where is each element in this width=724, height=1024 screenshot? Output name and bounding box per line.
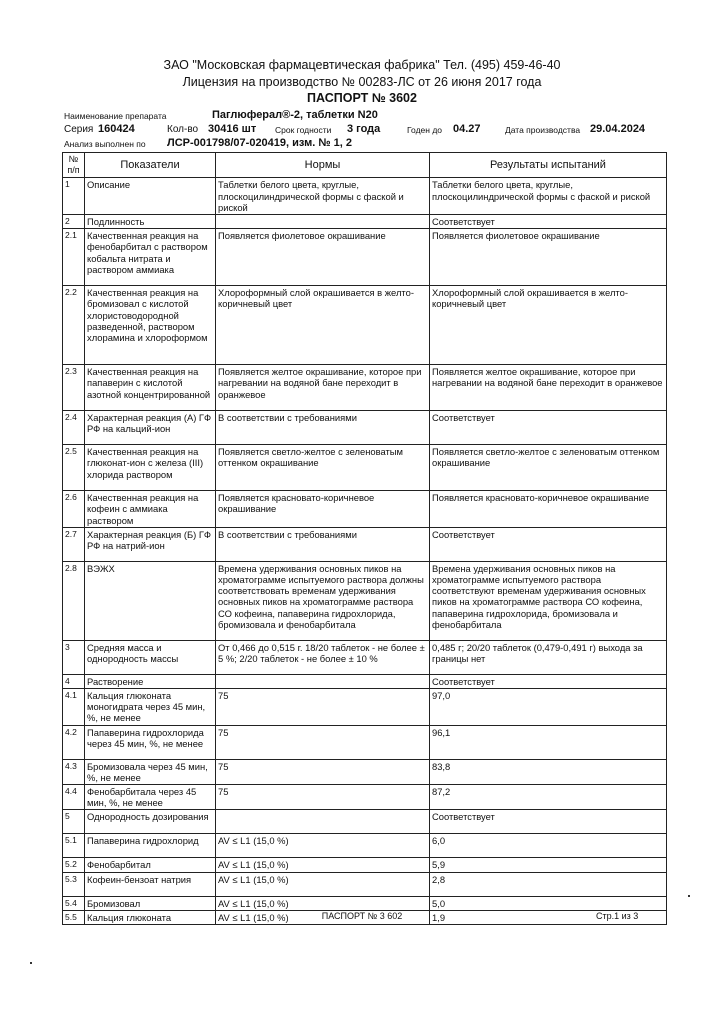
- table-row: [63, 365, 667, 411]
- drug-name-label: Наименование препарата: [64, 111, 167, 121]
- row-number: 5.2: [63, 858, 85, 872]
- row-norm: В соответствии с требованиями: [216, 411, 430, 445]
- page-title: ПАСПОРТ № 3602: [307, 91, 417, 105]
- quantity-value: 30416 шт: [208, 123, 257, 135]
- row-number: 5.1: [63, 834, 85, 858]
- row-result: Появляется желтое окрашивание, которое при нагревании на водяной бане переходит в оранжевое: [430, 365, 667, 411]
- passport-table: [62, 152, 667, 925]
- row-norm: Времена удерживания основных пиков на хроматограмме испытуемого раствора должны соответствовать временам удерживания основных пиков на хроматограмме раствора СО кофеина, папаверина гидрохлорида, бромизовала и фенобарбитала: [216, 561, 430, 640]
- row-result: 5,0: [430, 896, 667, 910]
- row-result: 87,2: [430, 785, 667, 810]
- row-indicator: Папаверина гидрохлорид: [85, 834, 216, 858]
- row-number: 5: [63, 810, 85, 834]
- row-number: 2.2: [63, 286, 85, 365]
- row-number: 2.8: [63, 561, 85, 640]
- row-result: 96,1: [430, 725, 667, 759]
- row-result: 97,0: [430, 689, 667, 726]
- row-number: 4.2: [63, 725, 85, 759]
- row-norm: Таблетки белого цвета, круглые, плоскоцилиндрической формы с фаской и риской: [216, 178, 430, 215]
- row-result: Соответствует: [430, 527, 667, 561]
- row-result: Соответствует: [430, 411, 667, 445]
- row-norm: AV ≤ L1 (15,0 %): [216, 858, 430, 872]
- row-indicator: Качественная реакция на бромизовал с кислотой хлористоводородной разведенной, раствором хлорамина и хлороформом: [85, 286, 216, 365]
- row-indicator: Средняя масса и однородность массы: [85, 640, 216, 674]
- analysis-value: ЛСР-001798/07-020419, изм. № 1, 2: [167, 137, 353, 149]
- row-norm: 75: [216, 689, 430, 726]
- table-row: [63, 810, 667, 834]
- table-row: [63, 640, 667, 674]
- footer-page-number: Стр.1 из 3: [596, 911, 639, 921]
- scan-speck: [30, 962, 32, 964]
- row-result: 83,8: [430, 759, 667, 784]
- row-norm: 75: [216, 725, 430, 759]
- row-indicator: Характерная реакция (Б) ГФ РФ на натрий-ион: [85, 527, 216, 561]
- row-norm: AV ≤ L1 (15,0 %): [216, 896, 430, 910]
- table-row: [63, 725, 667, 759]
- row-number: 2: [63, 215, 85, 229]
- row-number: 2.4: [63, 411, 85, 445]
- row-number: 1: [63, 178, 85, 215]
- row-number: 2.3: [63, 365, 85, 411]
- scan-speck: [688, 895, 690, 897]
- table-row: [63, 527, 667, 561]
- row-number: 4.1: [63, 689, 85, 726]
- table-row: [63, 215, 667, 229]
- row-result: Хлороформный слой окрашивается в желто-коричневый цвет: [430, 286, 667, 365]
- row-norm: Появляется красновато-коричневое окрашивание: [216, 491, 430, 528]
- row-norm: AV ≤ L1 (15,0 %): [216, 872, 430, 896]
- table-row: [63, 858, 667, 872]
- row-number: 2.6: [63, 491, 85, 528]
- row-norm: [216, 810, 430, 834]
- row-indicator: Фенобарбитала через 45 мин, %, не менее: [85, 785, 216, 810]
- series-label: Серия: [64, 124, 94, 135]
- row-number: 2.7: [63, 527, 85, 561]
- row-number: 5.5: [63, 910, 85, 924]
- row-norm: AV ≤ L1 (15,0 %): [216, 834, 430, 858]
- row-norm: Появляется светло-желтое с зеленоватым оттенком окрашивание: [216, 445, 430, 491]
- row-result: 0,485 г; 20/20 таблеток (0,479-0,491 г) выхода за границы нет: [430, 640, 667, 674]
- shelf-life-label: Срок годности: [275, 125, 332, 135]
- row-indicator: Бромизовала через 45 мин, %, не менее: [85, 759, 216, 784]
- row-result: Таблетки белого цвета, круглые, плоскоцилиндрической формы с фаской и риской: [430, 178, 667, 215]
- row-indicator: Папаверина гидрохлорида через 45 мин, %, не менее: [85, 725, 216, 759]
- col-header-indicators: Показатели: [85, 153, 216, 178]
- row-indicator: Кальция глюконата моногидрата через 45 мин, %, не менее: [85, 689, 216, 726]
- row-norm: [216, 215, 430, 229]
- production-date-value: 29.04.2024: [590, 123, 646, 135]
- row-result: 5,9: [430, 858, 667, 872]
- row-number: 3: [63, 640, 85, 674]
- col-header-results: Результаты испытаний: [430, 153, 667, 178]
- table-row: [63, 445, 667, 491]
- col-header-norms: Нормы: [216, 153, 430, 178]
- row-indicator: Кальция глюконата: [85, 910, 216, 924]
- row-number: 2.5: [63, 445, 85, 491]
- row-result: Времена удерживания основных пиков на хроматограмме испытуемого раствора соответствуют временам удерживания основных пиков на хроматограмме раствора СО кофеина, папаверина гидрохлорида, бромизовала и фенобарбитала: [430, 561, 667, 640]
- table-row: [63, 491, 667, 528]
- footer-passport: ПАСПОРТ № 3 602: [321, 911, 403, 921]
- row-indicator: Описание: [85, 178, 216, 215]
- row-number: 4.3: [63, 759, 85, 784]
- row-result: Соответствует: [430, 215, 667, 229]
- table-header-row: [63, 153, 667, 178]
- table-row: [63, 178, 667, 215]
- production-date-label: Дата производства: [505, 125, 581, 135]
- shelf-life-value: 3 года: [347, 123, 381, 135]
- table-row: [63, 689, 667, 726]
- table-row: [63, 561, 667, 640]
- row-result: 1,9: [430, 910, 667, 924]
- analysis-label: Анализ выполнен по: [64, 139, 146, 149]
- row-norm: 75: [216, 759, 430, 784]
- row-number: 4: [63, 674, 85, 688]
- row-indicator: Качественная реакция на фенобарбитал с раствором кобальта нитрата и раствором аммиака: [85, 229, 216, 286]
- row-indicator: Качественная реакция на глюконат-ион с железа (III) хлорида раствором: [85, 445, 216, 491]
- table-row: [63, 674, 667, 688]
- row-indicator: Бромизовал: [85, 896, 216, 910]
- row-indicator: Кофеин-бензоат натрия: [85, 872, 216, 896]
- table-row: [63, 286, 667, 365]
- table-row: [63, 834, 667, 858]
- valid-until-value: 04.27: [453, 123, 481, 135]
- row-number: 4.4: [63, 785, 85, 810]
- row-indicator: Фенобарбитал: [85, 858, 216, 872]
- table-row: [63, 785, 667, 810]
- row-norm: От 0,466 до 0,515 г. 18/20 таблеток - не более ± 5 %; 2/20 таблеток - не более ± 10 %: [216, 640, 430, 674]
- row-result: Появляется красновато-коричневое окрашивание: [430, 491, 667, 528]
- row-number: 2.1: [63, 229, 85, 286]
- row-indicator: Характерная реакция (А) ГФ РФ на кальций-ион: [85, 411, 216, 445]
- row-norm: В соответствии с требованиями: [216, 527, 430, 561]
- row-indicator: Растворение: [85, 674, 216, 688]
- table-row: [63, 411, 667, 445]
- row-norm: Появляется желтое окрашивание, которое при нагревании на водяной бане переходит в оранжевое: [216, 365, 430, 411]
- row-number: 5.4: [63, 896, 85, 910]
- table-row: [63, 872, 667, 896]
- row-result: Соответствует: [430, 810, 667, 834]
- series-value: 160424: [98, 123, 135, 135]
- row-result: Появляется фиолетовое окрашивание: [430, 229, 667, 286]
- row-norm: AV ≤ L1 (15,0 %): [216, 910, 430, 924]
- row-number: 5.3: [63, 872, 85, 896]
- row-indicator: Качественная реакция на кофеин с аммиака раствором: [85, 491, 216, 528]
- row-result: Появляется светло-желтое с зеленоватым оттенком окрашивание: [430, 445, 667, 491]
- row-result: 6,0: [430, 834, 667, 858]
- license-line: Лицензия на производство № 00283-ЛС от 26 июня 2017 года: [182, 75, 542, 89]
- drug-name-value: Паглюферал®-2, таблетки N20: [212, 109, 378, 121]
- table-row: [63, 229, 667, 286]
- row-norm: [216, 674, 430, 688]
- company-line: ЗАО "Московская фармацевтическая фабрика" Тел. (495) 459-46-40: [163, 58, 561, 72]
- row-indicator: Однородность дозирования: [85, 810, 216, 834]
- table-row: [63, 896, 667, 910]
- row-norm: Хлороформный слой окрашивается в желто-коричневый цвет: [216, 286, 430, 365]
- valid-until-label: Годен до: [407, 125, 443, 135]
- row-norm: Появляется фиолетовое окрашивание: [216, 229, 430, 286]
- table-row: [63, 759, 667, 784]
- col-header-number: № п/п: [63, 153, 85, 178]
- row-norm: 75: [216, 785, 430, 810]
- row-result: 2,8: [430, 872, 667, 896]
- row-result: Соответствует: [430, 674, 667, 688]
- row-indicator: ВЭЖХ: [85, 561, 216, 640]
- row-indicator: Качественная реакция на папаверин с кислотой азотной концентрированной: [85, 365, 216, 411]
- quantity-label: Кол-во: [167, 124, 199, 135]
- row-indicator: Подлинность: [85, 215, 216, 229]
